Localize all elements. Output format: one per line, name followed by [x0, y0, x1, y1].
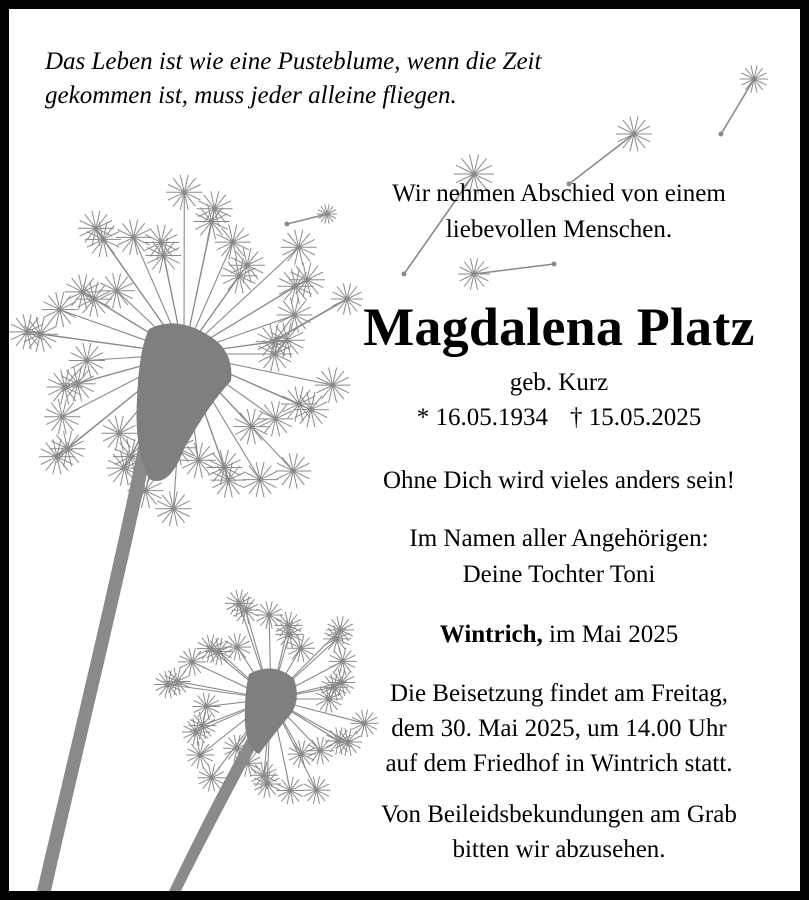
place-town: Wintrich, — [439, 621, 543, 648]
small-seed-head — [245, 669, 297, 754]
large-seed-head — [137, 323, 232, 481]
deceased-name: Magdalena Platz — [363, 297, 755, 357]
funeral-line-3: auf dem Friedhof in Wintrich statt. — [385, 750, 733, 777]
death-date: † 15.05.2025 — [570, 404, 702, 431]
funeral-line-2: dem 30. Mai 2025, um 14.00 Uhr — [391, 715, 727, 742]
family-signature — [329, 521, 789, 593]
place-date: im Mai 2025 — [549, 621, 679, 648]
quote-line-2: gekommen ist, muss jeder alleine fliegen. — [45, 82, 457, 109]
birth-date: * 16.05.1934 — [416, 404, 548, 431]
condolence-notice — [329, 797, 789, 867]
life-dates — [329, 401, 789, 435]
family-line-1: Im Namen aller Angehörigen: — [409, 525, 709, 552]
intro-text — [329, 176, 789, 248]
place-and-date — [329, 618, 789, 652]
condolence-line-2: bitten wir abzusehen. — [452, 836, 666, 863]
quote — [45, 45, 541, 113]
quote-line-1: Das Leben ist wie eine Pusteblume, wenn die Zeit — [45, 48, 542, 75]
intro-line-2: liebevollen Menschen. — [445, 216, 673, 243]
funeral-line-1: Die Beisetzung findet am Freitag, — [389, 680, 729, 707]
condolence-line-1: Von Beileidsbekundungen am Grab — [381, 801, 737, 828]
motto: Ohne Dich wird vieles anders sein! — [383, 467, 735, 494]
family-line-2: Deine Tochter Toni — [462, 561, 656, 588]
intro-line-1: Wir nehmen Abschied von einem — [392, 180, 726, 207]
funeral-notice — [329, 676, 789, 781]
birth-name: geb. Kurz — [509, 369, 609, 396]
